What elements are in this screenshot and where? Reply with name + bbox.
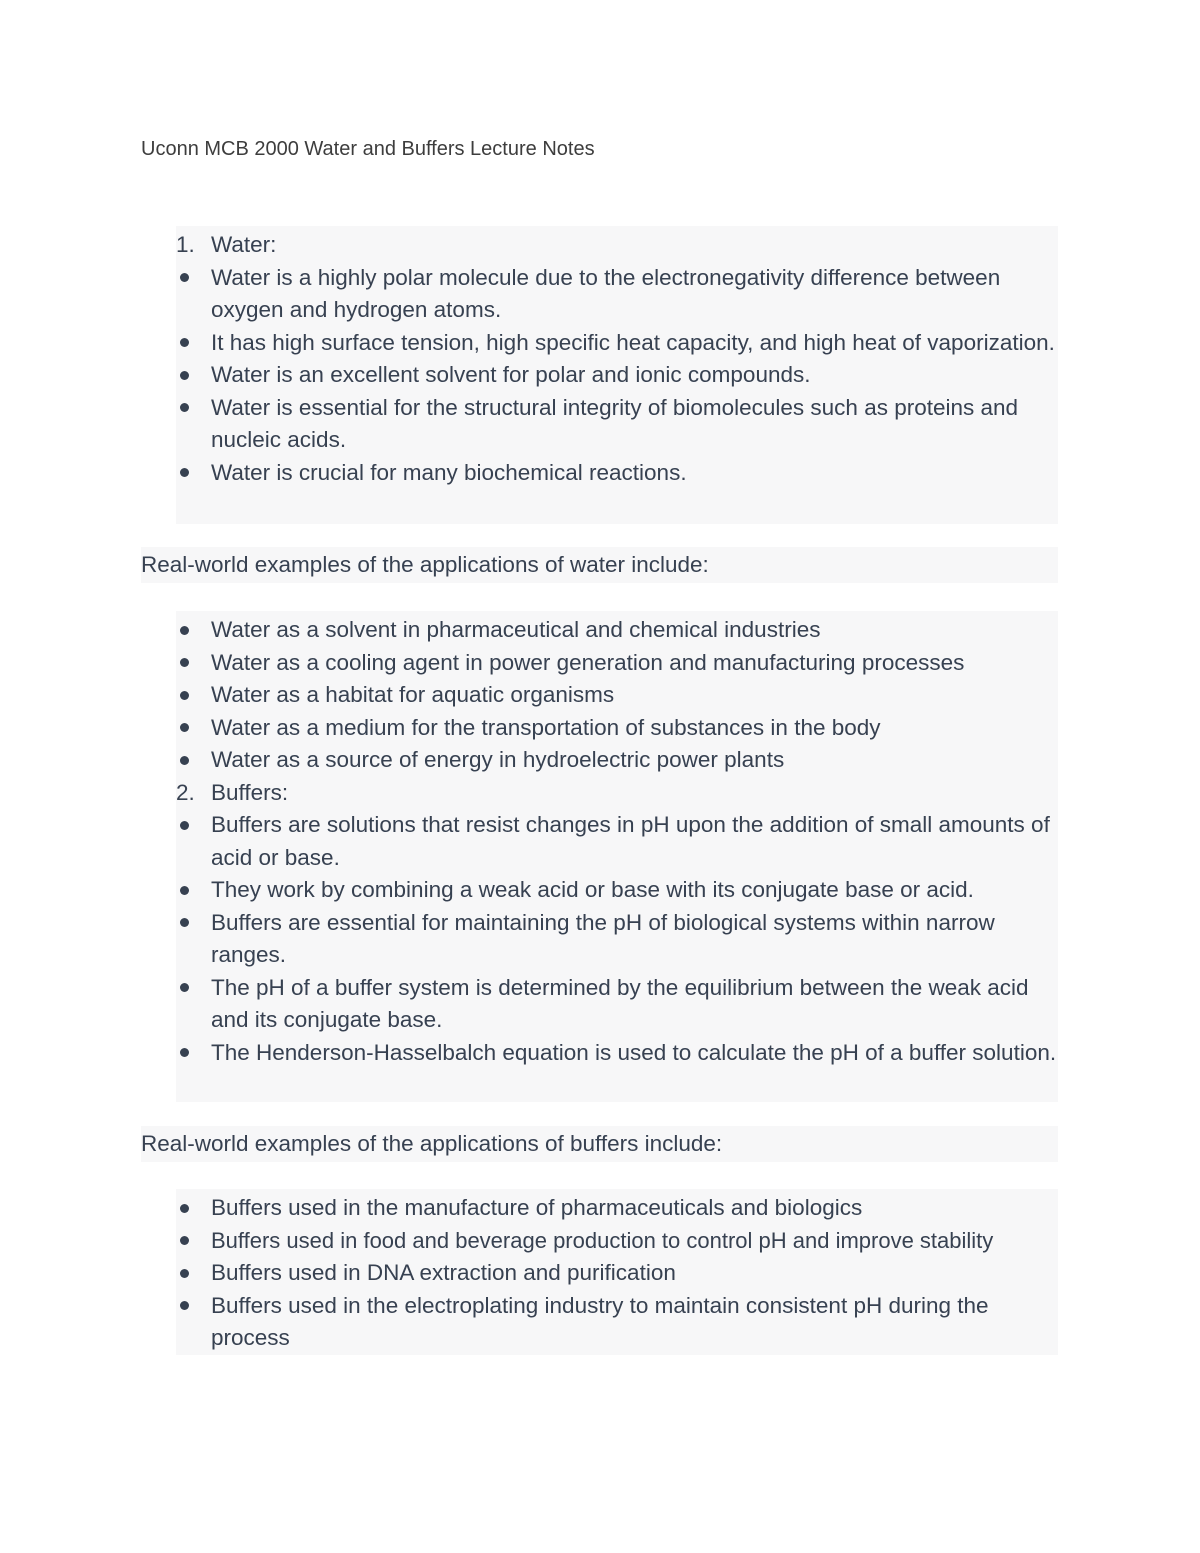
bullet-icon [180, 273, 189, 282]
list-item: Buffers used in the manufacture of pharmaceuticals and biologics [176, 1192, 1058, 1225]
list-item: Water is a highly polar molecule due to the electronegativity difference between oxygen and hydrogen atoms. [176, 262, 1058, 327]
buffer-examples-section [176, 1189, 1058, 1355]
bullet-icon [180, 338, 189, 347]
list-item: Water as a habitat for aquatic organisms [176, 679, 1058, 712]
list-item: Water as a medium for the transportation of substances in the body [176, 712, 1058, 745]
water-examples-intro: Real-world examples of the applications of water include: [141, 547, 1058, 583]
list-item: Buffers used in food and beverage production to control pH and improve stability [176, 1225, 1058, 1258]
list-item: Buffers are essential for maintaining the pH of biological systems within narrow ranges. [176, 907, 1058, 972]
list-item: Buffers used in the electroplating industry to maintain consistent pH during the process [176, 1290, 1058, 1355]
numbered-heading-water [176, 229, 1058, 262]
list-item: The Henderson-Hasselbalch equation is used to calculate the pH of a buffer solution. [176, 1037, 1058, 1070]
bullet-icon [180, 626, 189, 635]
list-item: Buffers are solutions that resist changes in pH upon the addition of small amounts of acid or base. [176, 809, 1058, 874]
section-heading: Buffers: [211, 779, 289, 805]
list-item: Water is an excellent solvent for polar and ionic compounds. [176, 359, 1058, 392]
buffer-examples-intro: Real-world examples of the applications of buffers include: [141, 1126, 1058, 1162]
list-item: The pH of a buffer system is determined by the equilibrium between the weak acid and its conjugate base. [176, 972, 1058, 1037]
bullet-icon [180, 918, 189, 927]
list-number: 2. [176, 779, 195, 805]
list-item: Water is essential for the structural integrity of biomolecules such as proteins and nucleic acids. [176, 392, 1058, 457]
list-item: Buffers used in DNA extraction and purification [176, 1257, 1058, 1290]
bullet-icon [180, 756, 189, 765]
bullet-icon [180, 1048, 189, 1057]
bullet-icon [180, 1301, 189, 1310]
water-section [176, 226, 1058, 524]
list-number: 1. [176, 232, 195, 257]
bullet-icon [180, 468, 189, 477]
bullet-icon [180, 983, 189, 992]
bullet-icon [180, 371, 189, 380]
bullet-icon [180, 658, 189, 667]
bullet-icon [180, 821, 189, 830]
bullet-icon [180, 403, 189, 412]
bullet-icon [180, 1236, 189, 1245]
list-item: Water as a solvent in pharmaceutical and chemical industries [176, 614, 1058, 647]
list-item: They work by combining a weak acid or base with its conjugate base or acid. [176, 874, 1058, 907]
list-item: Water is crucial for many biochemical reactions. [176, 457, 1058, 490]
list-item: Water as a cooling agent in power generation and manufacturing processes [176, 647, 1058, 680]
list-item: Water as a source of energy in hydroelectric power plants [176, 744, 1058, 777]
bullet-icon [180, 886, 189, 895]
bullet-icon [180, 723, 189, 732]
list-item: It has high surface tension, high specific heat capacity, and high heat of vaporization. [176, 327, 1058, 360]
bullet-icon [180, 691, 189, 700]
document-title: Uconn MCB 2000 Water and Buffers Lecture Notes [141, 138, 595, 160]
bullet-icon [180, 1269, 189, 1278]
section-heading: Water: [211, 232, 277, 257]
bullet-icon [180, 1204, 189, 1213]
water-examples-and-buffers-section [176, 611, 1058, 1102]
numbered-heading-buffers [176, 777, 1058, 810]
